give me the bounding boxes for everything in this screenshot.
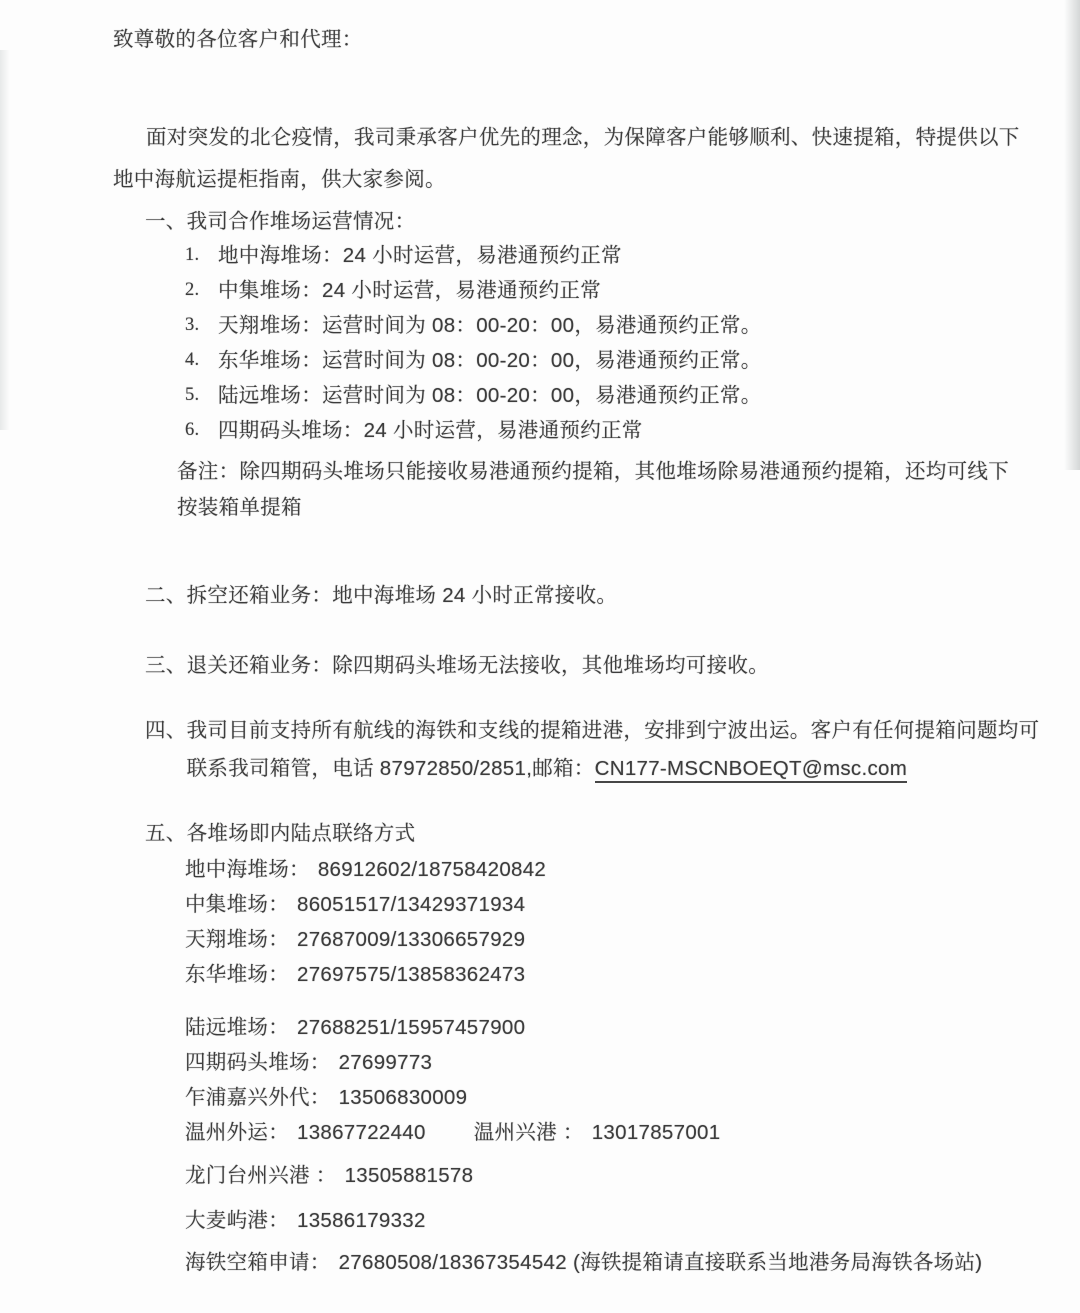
yard-list-item (185, 238, 1050, 273)
contact-phone: 13586179332 (297, 1209, 426, 1232)
yard-item-text: 陆远堆场：运营时间为 08：00-20：00，易港通预约正常。 (218, 384, 762, 407)
section-1-note: 备注：除四期码头堆场只能接收易港通预约提箱，其他堆场除易港通预约提箱，还均可线下按装箱单提箱 (177, 460, 1009, 519)
contact-label: 四期码头堆场： (185, 1051, 331, 1074)
section-2 (145, 580, 1050, 612)
contact-label: 东华堆场： (185, 963, 289, 986)
contact-label: 天翔堆场： (185, 928, 289, 951)
contact-group-2 (185, 1010, 1050, 1150)
contact-label: 乍浦嘉兴外代： (185, 1086, 331, 1109)
contact-phone: 13867722440 (297, 1121, 426, 1144)
section-4 (145, 712, 1050, 788)
section-5-heading (145, 818, 1050, 850)
contact-phone: 13017857001 (591, 1121, 721, 1144)
list-number: 6. (185, 420, 200, 440)
contact-label: 中集堆场： (185, 893, 289, 916)
scan-edge-shadow-left (0, 50, 10, 430)
section-3-marker: 三、 (145, 654, 187, 677)
contact-line (185, 1045, 1050, 1080)
list-number: 5. (185, 385, 200, 405)
contact-phone: 27680508/18367354542 (338, 1251, 567, 1274)
contact-phone: 27688251/15957457900 (297, 1016, 526, 1039)
contact-label: 温州外运： (185, 1121, 289, 1144)
list-number: 1. (185, 245, 200, 265)
rail-pickup-note: (海铁提箱请直接联系当地港务局海铁各场站) (572, 1251, 983, 1274)
contact-phone: 86051517/13429371934 (297, 893, 526, 916)
contact-phone: 13506830009 (338, 1086, 468, 1109)
section-5-marker: 五、 (145, 822, 187, 845)
contact-label: 温州兴港 ： (473, 1121, 584, 1144)
contact-line (185, 957, 1050, 992)
contact-line (185, 1203, 1050, 1238)
contact-line (185, 1158, 1050, 1193)
section-4-text (187, 712, 1050, 788)
yard-item-text: 四期码头堆场：24 小时运营，易港通预约正常 (218, 419, 643, 442)
list-number: 3. (185, 315, 200, 335)
yard-list (185, 238, 1050, 448)
section-2-marker: 二、 (145, 584, 187, 607)
email-link[interactable]: CN177-MSCNBOEQT@msc.com (595, 757, 907, 783)
contact-line (185, 852, 1050, 887)
section-1-heading (145, 206, 1050, 237)
contact-label: 地中海堆场： (185, 858, 310, 881)
list-number: 4. (185, 350, 200, 370)
contact-phone: 27697575/13858362473 (297, 963, 526, 986)
yard-item-text: 天翔堆场：运营时间为 08：00-20：00，易港通预约正常。 (218, 314, 762, 337)
yard-list-item (185, 413, 1050, 448)
section-3-text: 退关还箱业务：除四期码头堆场无法接收，其他堆场均可接收。 (186, 654, 770, 677)
list-number: 2. (185, 280, 200, 300)
contact-phone: 27699773 (338, 1051, 433, 1074)
contact-phone: 86912602/18758420842 (317, 858, 547, 881)
section-1-title: 我司合作堆场运营情况： (186, 210, 416, 233)
yard-list-item (185, 343, 1050, 378)
yard-item-text: 东华堆场：运营时间为 08：00-20：00，易港通预约正常。 (218, 349, 762, 372)
contact-line-rail (185, 1244, 1040, 1281)
contact-label: 龙门台州兴港 ： (185, 1164, 337, 1187)
section-2-text: 拆空还箱业务：地中海堆场 24 小时正常接收。 (186, 584, 618, 607)
section-5-title: 各堆场即内陆点联络方式 (186, 822, 416, 845)
contact-label: 海铁空箱申请： (185, 1251, 331, 1274)
salutation: 致尊敬的各位客户和代理： (113, 28, 363, 51)
contact-label: 大麦屿港： (185, 1209, 289, 1232)
contact-phone: 27687009/13306657929 (297, 928, 526, 951)
section-1-marker: 一、 (145, 210, 187, 233)
contact-line (185, 1010, 1050, 1045)
section-3 (145, 650, 1050, 682)
yard-list-item (185, 378, 1050, 413)
contact-phone: 13505881578 (344, 1164, 474, 1187)
scan-edge-shadow-right (1064, 0, 1080, 470)
yard-item-text: 中集堆场：24 小时运营，易港通预约正常 (218, 279, 601, 302)
contact-group-1 (185, 852, 1050, 992)
contact-list (185, 852, 1050, 1281)
contact-line (185, 887, 1050, 922)
yard-item-text: 地中海堆场：24 小时运营，易港通预约正常 (218, 244, 622, 267)
yard-list-item (185, 308, 1050, 343)
section-4-body: 我司目前支持所有航线的海铁和支线的提箱进港，安排到宁波出运。客户有任何提箱问题均可联系我司箱管，电话 87972850/2851,邮箱： (186, 719, 1040, 780)
contact-line (185, 1080, 1050, 1115)
contact-label: 陆远堆场： (185, 1016, 289, 1039)
contact-line-dual (185, 1115, 1050, 1150)
section-4-marker: 四、 (145, 719, 187, 742)
intro-paragraph: 面对突发的北仑疫情，我司秉承客户优先的理念，为保障客户能够顺利、快速提箱，特提供以下地中海航运提柜指南，供大家参阅。 (113, 126, 1020, 191)
contact-line (185, 922, 1050, 957)
yard-list-item (185, 273, 1050, 308)
